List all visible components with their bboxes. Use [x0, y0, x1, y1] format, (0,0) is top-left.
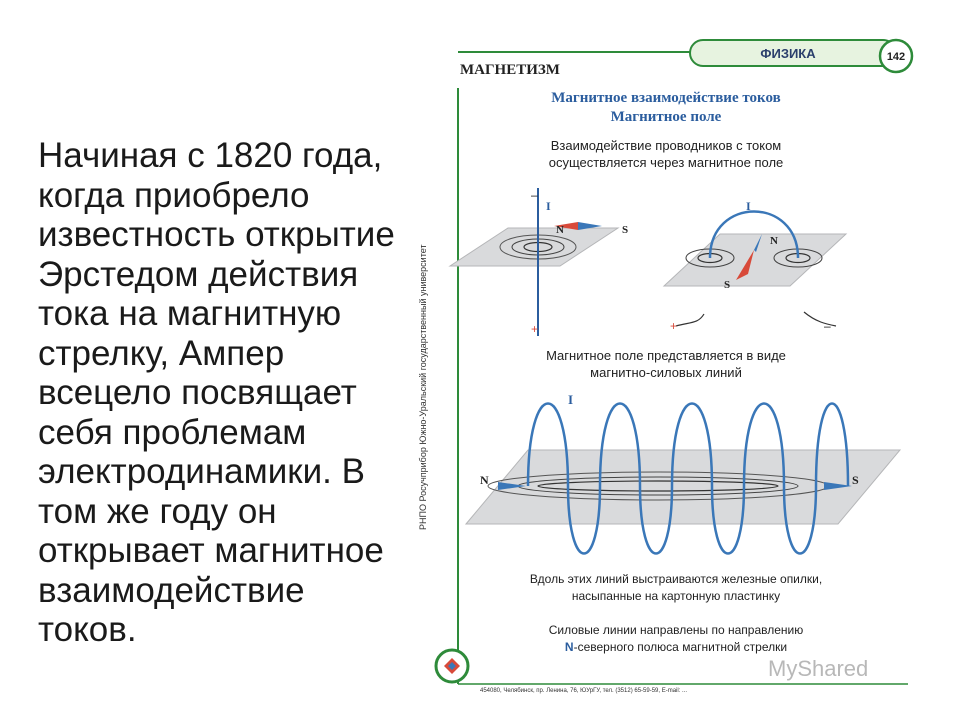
physics-poster	[428, 36, 928, 696]
current-label: I	[546, 199, 551, 213]
minus-label: –	[824, 319, 831, 333]
plus-label: +	[531, 322, 539, 336]
publisher-logo	[436, 650, 468, 682]
text-line: Эрстедом действия	[38, 254, 359, 294]
text-line: токов.	[38, 610, 137, 649]
text-line: тока на магнитную	[38, 294, 342, 333]
caption-1a: Взаимодействие проводников с током	[550, 138, 782, 153]
caption-2b: магнитно-силовых линий	[590, 365, 742, 380]
caption-4b	[565, 640, 787, 654]
caption-3a: Вдоль этих линий выстраиваются железные опилки,	[529, 572, 823, 586]
caption-1b: осуществляется через магнитное поле	[548, 155, 784, 170]
text-line: открывает магнитное	[38, 531, 384, 570]
poster-side-text: РНПО Росучприбор Южно-Уральский государственный университет	[418, 244, 428, 530]
north-label: N	[770, 235, 778, 247]
minus-label: –	[531, 188, 538, 202]
south-label: S	[622, 224, 629, 236]
north-label: N	[480, 473, 489, 487]
text-line: когда приобрело	[38, 175, 310, 215]
text-line: том же году он	[38, 491, 277, 531]
south-label: S	[724, 279, 731, 291]
subject-label: ФИЗИКА	[760, 46, 816, 61]
slide-body-text	[38, 136, 418, 650]
text-line: всецело посвящает	[38, 373, 357, 412]
current-label: I	[746, 199, 751, 213]
north-label: N	[556, 224, 564, 236]
poster-title: Магнитное взаимодействие токов	[551, 90, 781, 106]
text-line: взаимодействие	[38, 570, 305, 610]
page-number: 142	[886, 51, 906, 63]
caption-3b: насыпанные на картонную пластинку	[571, 589, 781, 603]
text-line: себя проблемам	[38, 412, 307, 452]
caption-2a: Магнитное поле представляется в виде	[546, 348, 786, 363]
watermark-text: MyShared	[768, 656, 869, 681]
poster-footer: 454080, Челябинск, пр. Ленина, 76, ЮУрГУ, тел. (3512) 65-59-59, E-mail: ...	[480, 688, 688, 694]
text-line: стрелку, Ампер	[38, 333, 285, 373]
section-title: МАГНЕТИЗМ	[460, 62, 560, 78]
text-line: электродинамики. В	[38, 452, 365, 491]
caption-4-north: N	[564, 640, 574, 654]
text-line: Начиная с 1820 года,	[38, 136, 383, 175]
current-label: I	[568, 392, 574, 407]
plus-label: +	[670, 319, 678, 333]
poster-subtitle: Магнитное поле	[610, 109, 722, 125]
caption-4-rest: -северного полюса магнитной стрелки	[573, 640, 788, 654]
caption-4a: Силовые линии направлены по направлению	[548, 623, 804, 637]
text-line: известность открытие	[38, 215, 395, 254]
south-label: S	[852, 473, 859, 487]
